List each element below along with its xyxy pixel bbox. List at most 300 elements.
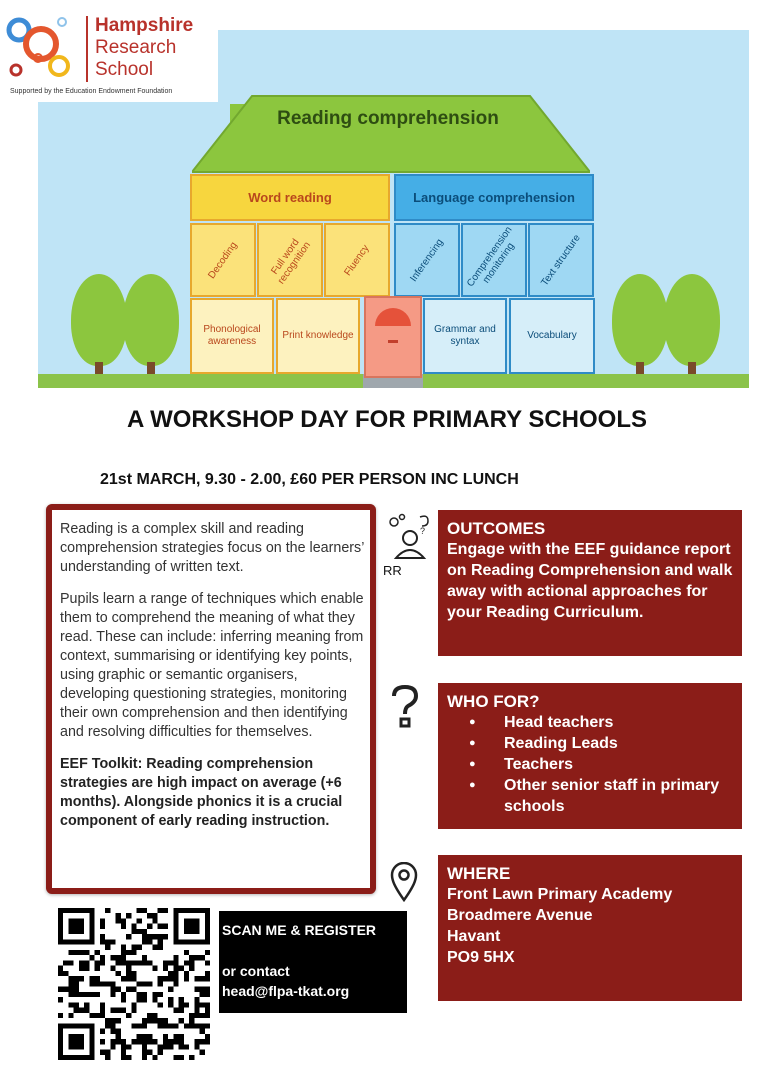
qr-module [68, 950, 73, 955]
qr-module [205, 987, 210, 992]
qr-module [158, 981, 163, 986]
qr-module [184, 1023, 189, 1028]
qr-module [158, 1018, 163, 1023]
qr-module [95, 1013, 100, 1018]
qr-module [100, 939, 105, 944]
qr-module [58, 987, 63, 992]
qr-module [110, 992, 115, 997]
qr-module [205, 992, 210, 997]
page-title: A WORKSHOP DAY FOR PRIMARY SCHOOLS [126, 406, 648, 433]
qr-module [179, 1039, 184, 1044]
qr-module [110, 1039, 115, 1044]
qr-module [142, 960, 147, 965]
qr-module [74, 981, 79, 986]
qr-module [116, 1018, 121, 1023]
qr-module [95, 976, 100, 981]
qr-module [200, 1023, 205, 1028]
qr-module [121, 1050, 126, 1055]
where-panel [438, 855, 742, 1001]
qr-module [152, 1018, 157, 1023]
qr-module [163, 976, 168, 981]
qr-module [168, 971, 173, 976]
list-item: ● Head teachers [447, 712, 742, 733]
qr-module [147, 1034, 152, 1039]
qr-module [137, 981, 142, 986]
qr-module [137, 992, 142, 997]
qr-module [194, 955, 199, 960]
qr-module [200, 987, 205, 992]
qr-module [84, 1002, 89, 1007]
qr-module [152, 966, 157, 971]
circles-logo-icon [6, 12, 82, 82]
outcomes-panel [438, 510, 742, 656]
qr-module [194, 976, 199, 981]
who-for-title: WHO FOR? [447, 692, 540, 711]
qr-module [100, 1008, 105, 1013]
location-pin-icon [390, 862, 418, 902]
qr-module [168, 997, 173, 1002]
qr-module [173, 981, 178, 986]
qr-module [63, 971, 68, 976]
qr-module [189, 960, 194, 965]
qr-module [131, 971, 136, 976]
description-box [46, 504, 376, 894]
qr-module [194, 1002, 199, 1007]
outcomes-title: OUTCOMES [447, 519, 546, 538]
qr-module [121, 1039, 126, 1044]
qr-module [205, 1002, 210, 1007]
qr-module [110, 1008, 115, 1013]
qr-module [121, 955, 126, 960]
qr-module [58, 966, 63, 971]
qr-module [200, 976, 205, 981]
venue-postcode: PO9 5HX [447, 949, 515, 966]
qr-module [163, 960, 168, 965]
qr-module [84, 966, 89, 971]
qr-module [173, 1008, 178, 1013]
qr-module [142, 908, 147, 913]
qr-module [116, 1008, 121, 1013]
qr-module [126, 960, 131, 965]
qr-module [131, 950, 136, 955]
qr-module [147, 913, 152, 918]
list-item: ● Other senior staff in primary schools [447, 775, 742, 817]
qr-module [110, 966, 115, 971]
qr-module [137, 1039, 142, 1044]
skill-box-comprehension-monitoring: Comprehension monitoring [461, 223, 527, 297]
qr-module [142, 1034, 147, 1039]
qr-module [58, 1013, 63, 1018]
qr-module [126, 934, 131, 939]
qr-module [205, 1013, 210, 1018]
qr-module [137, 1023, 142, 1028]
qr-module [158, 924, 163, 929]
qr-module [194, 997, 199, 1002]
qr-module [126, 950, 131, 955]
qr-module [179, 1018, 184, 1023]
qr-module [168, 976, 173, 981]
qr-module [173, 1055, 178, 1060]
registration-qr-code[interactable] [58, 908, 210, 1060]
qr-module [126, 1055, 131, 1060]
contact-email[interactable]: head@flpa-tkat.org [222, 983, 350, 999]
qr-module [79, 950, 84, 955]
qr-module [79, 960, 84, 965]
thinking-person-icon [384, 512, 434, 562]
qr-module [105, 945, 110, 950]
qr-module [105, 939, 110, 944]
qr-module [158, 939, 163, 944]
qr-module [126, 1044, 131, 1049]
qr-module [137, 945, 142, 950]
qr-module [105, 1023, 110, 1028]
qr-module [152, 913, 157, 918]
qr-module [147, 924, 152, 929]
qr-module [147, 934, 152, 939]
foundation-phonological-awareness: Phonological awareness [190, 298, 274, 374]
qr-module [116, 960, 121, 965]
qr-module [163, 934, 168, 939]
qr-module [173, 955, 178, 960]
qr-module [79, 1008, 84, 1013]
logo-wordmark [95, 15, 215, 81]
qr-module [131, 1023, 136, 1028]
qr-module [121, 997, 126, 1002]
qr-module [84, 950, 89, 955]
qr-module [63, 987, 68, 992]
qr-module [100, 1002, 105, 1007]
qr-module [200, 1002, 205, 1007]
qr-module [163, 1023, 168, 1028]
qr-module [126, 971, 131, 976]
venue-town: Havant [447, 928, 501, 945]
qr-module [95, 950, 100, 955]
qr-module [142, 1050, 147, 1055]
logo-name-line1: Hampshire [95, 15, 194, 36]
skill-box-text-structure: Text structure [528, 223, 594, 297]
roof-label: Reading comprehension [277, 108, 499, 129]
qr-module [147, 939, 152, 944]
qr-module [105, 1018, 110, 1023]
qr-module [100, 960, 105, 965]
word-reading-band: Word reading [190, 174, 390, 221]
qr-module [58, 971, 63, 976]
qr-module [142, 997, 147, 1002]
skill-box-inferencing: Inferencing [394, 223, 460, 297]
qr-module [184, 976, 189, 981]
qr-module [89, 955, 94, 960]
scan-to-register-label: SCAN ME & REGISTER [222, 922, 377, 938]
qr-module [131, 960, 136, 965]
qr-module [184, 1044, 189, 1049]
qr-module [147, 1018, 152, 1023]
qr-module [121, 918, 126, 923]
qr-module [152, 918, 157, 923]
qr-module [68, 981, 73, 986]
qr-module [142, 1055, 147, 1060]
qr-module [163, 1044, 168, 1049]
door [364, 296, 422, 378]
qr-module [74, 987, 79, 992]
roof [192, 94, 590, 174]
qr-module [100, 934, 105, 939]
qr-module [131, 1002, 136, 1007]
logo-name-line2: Research [95, 37, 177, 58]
qr-module [100, 981, 105, 986]
qr-module [158, 992, 163, 997]
qr-module [100, 1029, 105, 1034]
qr-module [142, 1023, 147, 1028]
qr-module [173, 960, 178, 965]
qr-module [200, 1029, 205, 1034]
language-comprehension-band: Language comprehension [394, 174, 594, 221]
qr-module [126, 913, 131, 918]
qr-module [68, 987, 73, 992]
qr-module [173, 966, 178, 971]
qr-module [58, 997, 63, 1002]
qr-module [137, 908, 142, 913]
foundation-vocabulary: Vocabulary [509, 298, 595, 374]
qr-module [184, 971, 189, 976]
qr-module [68, 960, 73, 965]
qr-module [189, 1018, 194, 1023]
qr-module [68, 992, 73, 997]
qr-module [100, 1013, 105, 1018]
hampshire-research-school-logo [0, 0, 218, 102]
qr-module [142, 1018, 147, 1023]
qr-module [158, 908, 163, 913]
qr-module [158, 945, 163, 950]
qr-module [147, 1050, 152, 1055]
qr-module [142, 1039, 147, 1044]
qr-module [116, 987, 121, 992]
qr-module [121, 960, 126, 965]
qr-module [95, 960, 100, 965]
qr-module [179, 997, 184, 1002]
qr-module [89, 1013, 94, 1018]
qr-module [131, 1008, 136, 1013]
qr-module [158, 1023, 163, 1028]
qr-module [168, 1002, 173, 1007]
qr-module [194, 1023, 199, 1028]
qr-module [116, 1034, 121, 1039]
qr-module [184, 960, 189, 965]
qr-module [163, 1018, 168, 1023]
qr-module [158, 934, 163, 939]
qr-module [163, 924, 168, 929]
where-title: WHERE [447, 864, 511, 883]
qr-module [184, 950, 189, 955]
qr-module [194, 1039, 199, 1044]
qr-module [74, 1008, 79, 1013]
description-paragraph-1: Reading is a complex skill and reading comprehension strategies focus on the learners’ understanding of written text. [60, 521, 364, 575]
qr-module [110, 1044, 115, 1049]
qr-module [84, 992, 89, 997]
qr-module [152, 1013, 157, 1018]
qr-module [110, 987, 115, 992]
qr-module [89, 976, 94, 981]
qr-module [95, 992, 100, 997]
skill-box-fluency: Fluency [324, 223, 390, 297]
list-item: ● Reading Leads [447, 733, 742, 754]
qr-module [152, 945, 157, 950]
qr-module [163, 1039, 168, 1044]
qr-module [131, 945, 136, 950]
qr-module [158, 1002, 163, 1007]
qr-module [179, 966, 184, 971]
qr-module [131, 924, 136, 929]
qr-module [137, 997, 142, 1002]
qr-module [205, 1034, 210, 1039]
qr-module [179, 1034, 184, 1039]
qr-module [205, 976, 210, 981]
qr-module [168, 987, 173, 992]
qr-module [84, 1008, 89, 1013]
qr-module [121, 1044, 126, 1049]
foundation-print-knowledge: Print knowledge [276, 298, 360, 374]
qr-module [142, 955, 147, 960]
qr-module [205, 971, 210, 976]
qr-module [168, 1039, 173, 1044]
venue-street: Broadmere Avenue [447, 907, 593, 924]
contact-box [219, 911, 407, 1013]
qr-module [194, 1008, 199, 1013]
qr-module [158, 1050, 163, 1055]
qr-module [110, 1023, 115, 1028]
qr-module [100, 918, 105, 923]
qr-module [142, 1044, 147, 1049]
qr-module [189, 955, 194, 960]
or-contact-label: or contact [222, 963, 290, 979]
qr-module [137, 1034, 142, 1039]
svg-text:?: ? [420, 526, 426, 536]
foundation-grammar-and-syntax: Grammar and syntax [423, 298, 507, 374]
qr-module [105, 1055, 110, 1060]
qr-module [79, 976, 84, 981]
qr-module [121, 945, 126, 950]
qr-module [121, 992, 126, 997]
qr-module [110, 939, 115, 944]
qr-module [74, 950, 79, 955]
qr-module [142, 992, 147, 997]
qr-module [74, 976, 79, 981]
qr-module [68, 1013, 73, 1018]
qr-module [126, 987, 131, 992]
qr-module [189, 1023, 194, 1028]
qr-module [168, 1023, 173, 1028]
qr-module [179, 1002, 184, 1007]
qr-module [163, 908, 168, 913]
qr-module [110, 1029, 115, 1034]
qr-module [173, 1034, 178, 1039]
qr-module [121, 1008, 126, 1013]
audience-list [447, 712, 742, 817]
qr-module [194, 1013, 199, 1018]
logo-divider [86, 16, 88, 82]
qr-module [152, 1039, 157, 1044]
qr-module [74, 1002, 79, 1007]
qr-module [105, 1050, 110, 1055]
qr-module [116, 918, 121, 923]
qr-module [147, 981, 152, 986]
qr-module [89, 992, 94, 997]
qr-module [152, 997, 157, 1002]
qr-module [105, 908, 110, 913]
qr-module [184, 1002, 189, 1007]
qr-module [100, 955, 105, 960]
qr-module [147, 960, 152, 965]
qr-module [189, 1055, 194, 1060]
qr-module [121, 924, 126, 929]
qr-module [131, 929, 136, 934]
outcomes-icon-label: RR [383, 563, 402, 578]
qr-module [194, 987, 199, 992]
qr-module [173, 1039, 178, 1044]
qr-module [121, 1055, 126, 1060]
qr-module [189, 966, 194, 971]
qr-module [194, 1044, 199, 1049]
qr-module [121, 950, 126, 955]
qr-module [79, 992, 84, 997]
qr-module [200, 992, 205, 997]
qr-module [126, 976, 131, 981]
qr-module [131, 976, 136, 981]
venue-name: Front Lawn Primary Academy [447, 886, 673, 903]
qr-module [95, 966, 100, 971]
qr-module [116, 1039, 121, 1044]
qr-module [168, 1044, 173, 1049]
qr-module [116, 971, 121, 976]
qr-module [74, 992, 79, 997]
qr-module [142, 934, 147, 939]
who-for-panel [438, 683, 742, 829]
qr-module [179, 1055, 184, 1060]
qr-module [205, 1008, 210, 1013]
qr-module [173, 1023, 178, 1028]
event-date-line: 21st MARCH, 9.30 - 2.00, £60 PER PERSON INC LUNCH [100, 471, 519, 488]
qr-module [200, 1050, 205, 1055]
qr-module [68, 1002, 73, 1007]
qr-module [110, 955, 115, 960]
qr-module [147, 1013, 152, 1018]
skill-box-full-word-recognition: Full word recognition [257, 223, 323, 297]
qr-module [100, 924, 105, 929]
qr-module [131, 1039, 136, 1044]
qr-module [163, 1034, 168, 1039]
qr-module [79, 966, 84, 971]
question-mark-icon [388, 684, 422, 728]
qr-module [200, 955, 205, 960]
outcomes-text: Engage with the EEF guidance report on Reading Comprehension and walk away with actional approaches for your Reading Curriculum. [447, 541, 733, 621]
qr-module [126, 966, 131, 971]
qr-module [205, 950, 210, 955]
qr-module [205, 1023, 210, 1028]
qr-module [168, 960, 173, 965]
qr-module [158, 976, 163, 981]
qr-module [205, 1039, 210, 1044]
qr-module [179, 1008, 184, 1013]
qr-module [116, 1029, 121, 1034]
qr-module [142, 929, 147, 934]
qr-module [152, 992, 157, 997]
qr-module [152, 934, 157, 939]
qr-module [200, 1013, 205, 1018]
qr-module [158, 1044, 163, 1049]
qr-module [131, 987, 136, 992]
qr-module [95, 981, 100, 986]
qr-module [100, 1039, 105, 1044]
qr-module [110, 1018, 115, 1023]
